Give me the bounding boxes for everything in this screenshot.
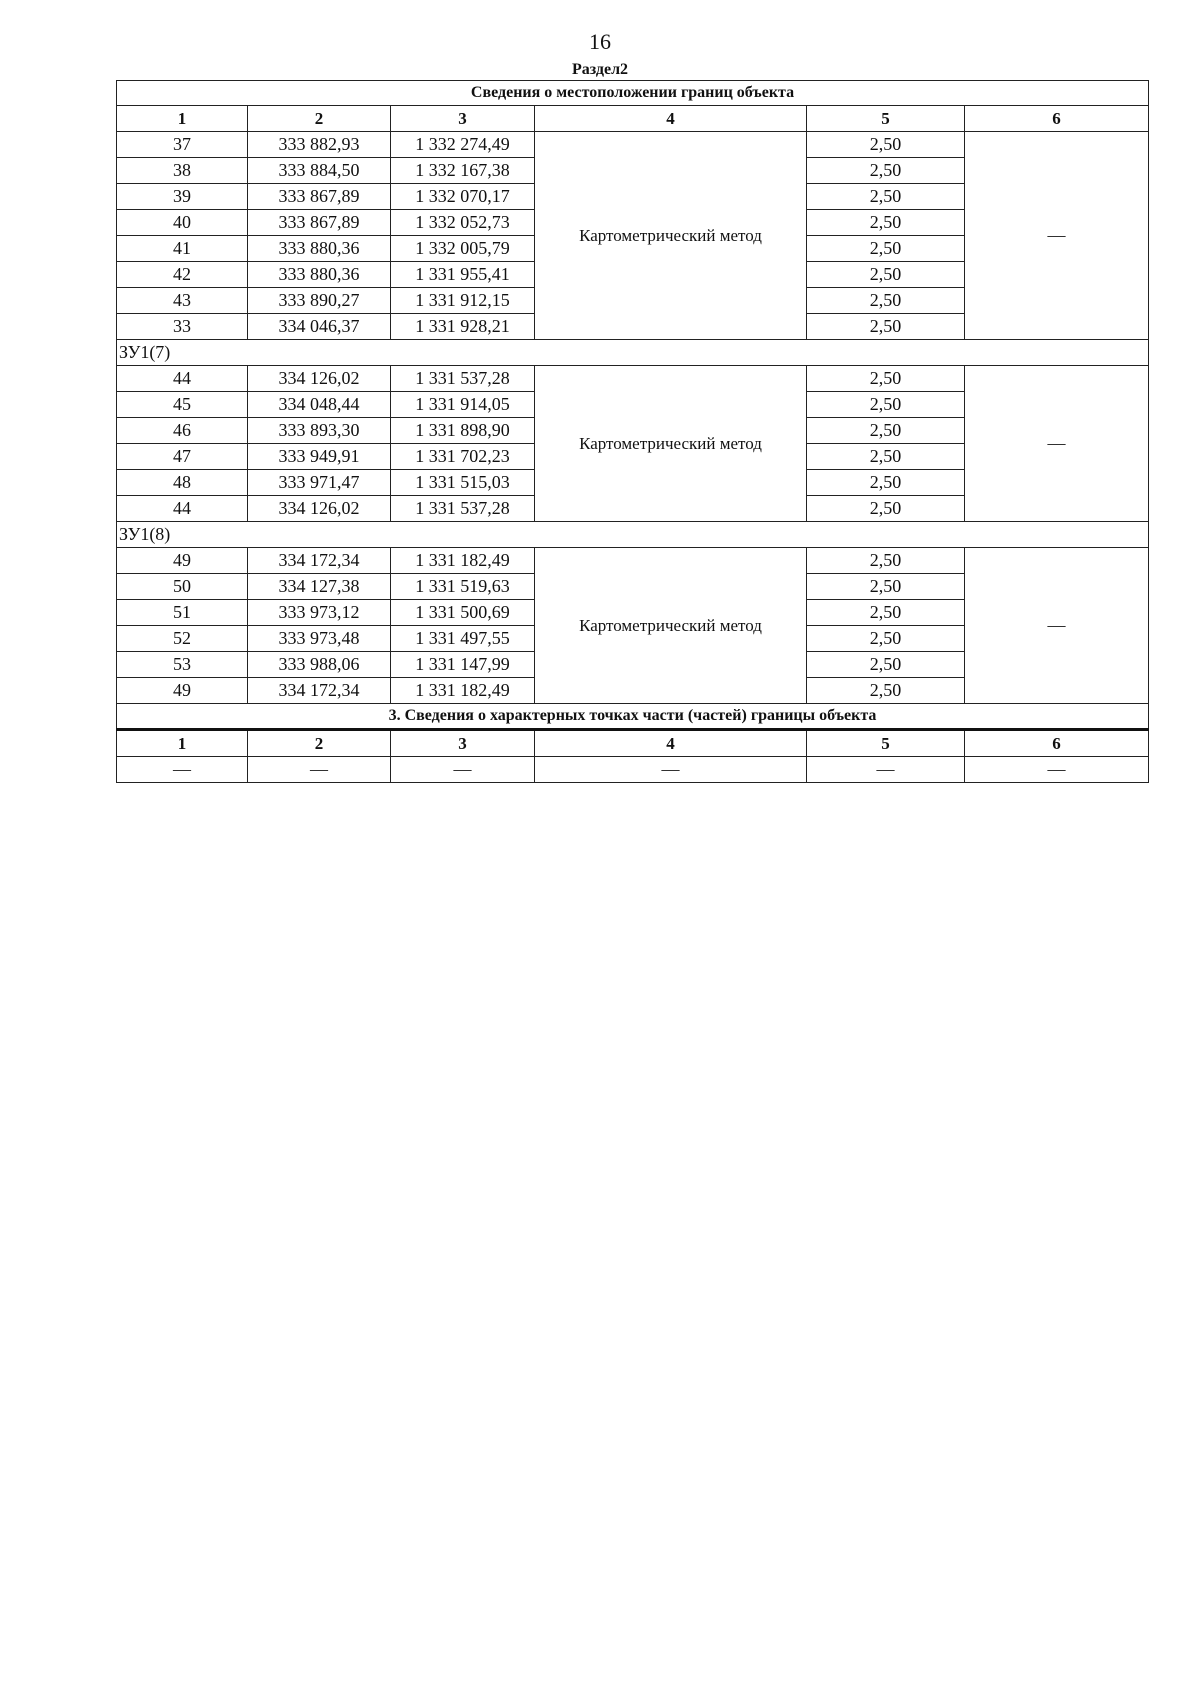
coord-y: 1 332 005,79 — [391, 236, 535, 262]
table-row — [117, 366, 1149, 392]
column-header: 6 — [965, 730, 1149, 757]
empty-value: — — [965, 757, 1149, 783]
coord-y: 1 331 955,41 — [391, 262, 535, 288]
accuracy-value: 2,50 — [807, 262, 965, 288]
accuracy-value: 2,50 — [807, 314, 965, 340]
accuracy-value: 2,50 — [807, 600, 965, 626]
point-number: 52 — [117, 626, 248, 652]
accuracy-value: 2,50 — [807, 288, 965, 314]
point-number: 33 — [117, 314, 248, 340]
coord-x: 333 867,89 — [248, 184, 391, 210]
accuracy-value: 2,50 — [807, 418, 965, 444]
note-cell: — — [965, 366, 1149, 522]
section3-header-row — [117, 730, 1149, 757]
point-number: 43 — [117, 288, 248, 314]
column-header: 4 — [535, 106, 807, 132]
coord-y: 1 331 182,49 — [391, 548, 535, 574]
group-label: ЗУ1(7) — [117, 340, 1149, 366]
accuracy-value: 2,50 — [807, 574, 965, 600]
point-number: 49 — [117, 678, 248, 704]
coord-y: 1 331 519,63 — [391, 574, 535, 600]
method-cell: Картометрический метод — [535, 132, 807, 340]
coord-x: 333 880,36 — [248, 236, 391, 262]
column-header: 1 — [117, 730, 248, 757]
coord-x: 333 973,48 — [248, 626, 391, 652]
coord-x: 333 949,91 — [248, 444, 391, 470]
point-number: 37 — [117, 132, 248, 158]
column-header: 6 — [965, 106, 1149, 132]
coord-x: 334 126,02 — [248, 496, 391, 522]
coord-y: 1 332 274,49 — [391, 132, 535, 158]
coord-x: 334 048,44 — [248, 392, 391, 418]
coord-y: 1 331 702,23 — [391, 444, 535, 470]
accuracy-value: 2,50 — [807, 678, 965, 704]
column-header: 5 — [807, 730, 965, 757]
coord-x: 334 046,37 — [248, 314, 391, 340]
accuracy-value: 2,50 — [807, 392, 965, 418]
table-row — [117, 548, 1149, 574]
coord-y: 1 331 147,99 — [391, 652, 535, 678]
section-label: Раздел2 — [571, 61, 629, 78]
page-number: 16 — [589, 29, 611, 54]
point-number: 38 — [117, 158, 248, 184]
coord-x: 333 971,47 — [248, 470, 391, 496]
accuracy-value: 2,50 — [807, 236, 965, 262]
coord-y: 1 332 070,17 — [391, 184, 535, 210]
point-number: 47 — [117, 444, 248, 470]
coord-y: 1 331 497,55 — [391, 626, 535, 652]
point-number: 50 — [117, 574, 248, 600]
coord-y: 1 331 182,49 — [391, 678, 535, 704]
point-number: 45 — [117, 392, 248, 418]
accuracy-value: 2,50 — [807, 470, 965, 496]
point-number: 40 — [117, 210, 248, 236]
note-cell: — — [965, 548, 1149, 704]
table-row — [117, 132, 1149, 158]
coord-x: 333 893,30 — [248, 418, 391, 444]
accuracy-value: 2,50 — [807, 496, 965, 522]
column-header: 5 — [807, 106, 965, 132]
method-cell: Картометрический метод — [535, 548, 807, 704]
coord-y: 1 331 928,21 — [391, 314, 535, 340]
point-number: 49 — [117, 548, 248, 574]
empty-value: — — [117, 757, 248, 783]
point-number: 48 — [117, 470, 248, 496]
coord-y: 1 332 052,73 — [391, 210, 535, 236]
point-number: 44 — [117, 366, 248, 392]
accuracy-value: 2,50 — [807, 626, 965, 652]
empty-value: — — [248, 757, 391, 783]
boundary-table — [116, 80, 1149, 783]
empty-value: — — [807, 757, 965, 783]
coord-y: 1 331 537,28 — [391, 366, 535, 392]
accuracy-value: 2,50 — [807, 158, 965, 184]
accuracy-value: 2,50 — [807, 210, 965, 236]
coord-x: 334 172,34 — [248, 678, 391, 704]
group-row — [117, 522, 1149, 548]
accuracy-value: 2,50 — [807, 132, 965, 158]
column-header: 3 — [391, 106, 535, 132]
section3-title-row — [117, 704, 1149, 730]
coord-x: 333 880,36 — [248, 262, 391, 288]
note-cell: — — [965, 132, 1149, 340]
column-header-row — [117, 106, 1149, 132]
section3-empty-row — [117, 757, 1149, 783]
column-header: 4 — [535, 730, 807, 757]
empty-value: — — [535, 757, 807, 783]
coord-x: 333 882,93 — [248, 132, 391, 158]
method-cell: Картометрический метод — [535, 366, 807, 522]
table-title: Сведения о местоположении границ объекта — [117, 81, 1149, 106]
coord-x: 334 126,02 — [248, 366, 391, 392]
coord-x: 333 973,12 — [248, 600, 391, 626]
coord-x: 334 127,38 — [248, 574, 391, 600]
column-header: 2 — [248, 106, 391, 132]
point-number: 46 — [117, 418, 248, 444]
column-header: 2 — [248, 730, 391, 757]
coord-y: 1 331 515,03 — [391, 470, 535, 496]
coord-y: 1 331 500,69 — [391, 600, 535, 626]
point-number: 41 — [117, 236, 248, 262]
coord-y: 1 331 537,28 — [391, 496, 535, 522]
coord-x: 333 884,50 — [248, 158, 391, 184]
accuracy-value: 2,50 — [807, 652, 965, 678]
section3-title: 3. Сведения о характерных точках части (частей) границы объекта — [117, 704, 1149, 730]
point-number: 39 — [117, 184, 248, 210]
empty-value: — — [391, 757, 535, 783]
coord-x: 333 867,89 — [248, 210, 391, 236]
coord-x: 334 172,34 — [248, 548, 391, 574]
coord-y: 1 331 898,90 — [391, 418, 535, 444]
point-number: 53 — [117, 652, 248, 678]
point-number: 44 — [117, 496, 248, 522]
column-header: 1 — [117, 106, 248, 132]
accuracy-value: 2,50 — [807, 184, 965, 210]
coord-y: 1 332 167,38 — [391, 158, 535, 184]
accuracy-value: 2,50 — [807, 444, 965, 470]
accuracy-value: 2,50 — [807, 366, 965, 392]
point-number: 42 — [117, 262, 248, 288]
coord-x: 333 988,06 — [248, 652, 391, 678]
coord-y: 1 331 914,05 — [391, 392, 535, 418]
coord-x: 333 890,27 — [248, 288, 391, 314]
group-row — [117, 340, 1149, 366]
column-header: 3 — [391, 730, 535, 757]
point-number: 51 — [117, 600, 248, 626]
table-title-row — [117, 81, 1149, 106]
coord-y: 1 331 912,15 — [391, 288, 535, 314]
group-label: ЗУ1(8) — [117, 522, 1149, 548]
accuracy-value: 2,50 — [807, 548, 965, 574]
